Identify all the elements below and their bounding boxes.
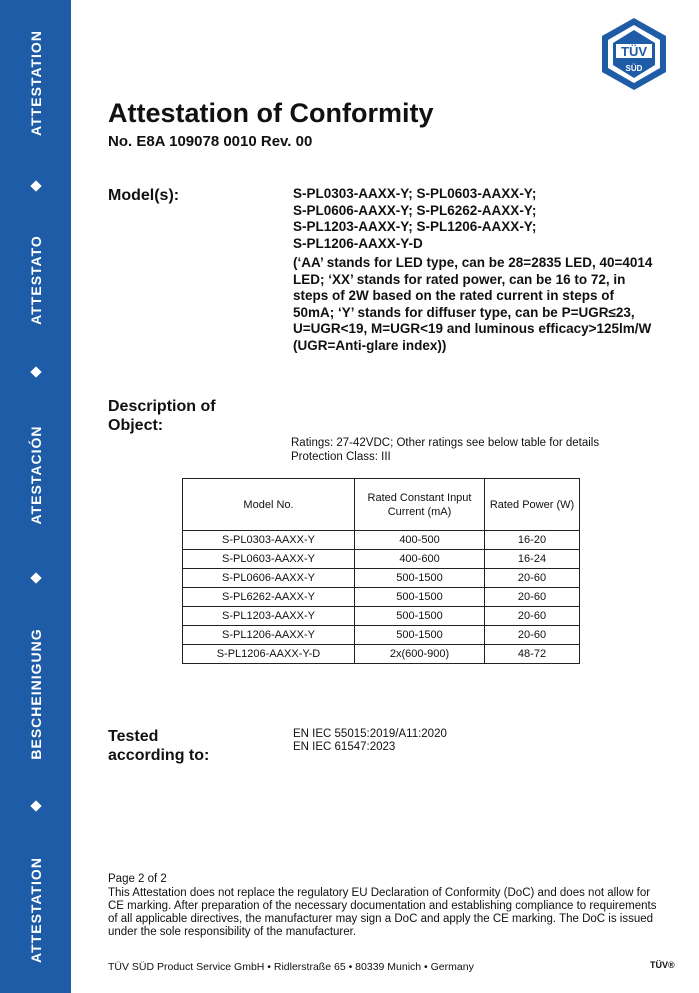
table-cell: S-PL1203-AAXX-Y: [183, 607, 355, 626]
sidebar: [0, 0, 71, 993]
page-title: Attestation of Conformity: [108, 98, 434, 128]
table-header-row: [183, 479, 580, 531]
sidebar-word: BESCHEINIGUNG: [27, 628, 44, 760]
certificate-number: No. E8A 109078 0010 Rev. 00: [108, 133, 313, 150]
ratings-table: [182, 478, 580, 664]
table-cell: 16-20: [485, 531, 580, 550]
column-header: Model No.: [183, 479, 355, 531]
table-cell: 48-72: [485, 645, 580, 664]
table-cell: 20-60: [485, 607, 580, 626]
logo-bottom-text: SÜD: [625, 64, 643, 73]
column-header: Rated Constant Input Current (mA): [355, 479, 485, 531]
table-row: [183, 626, 580, 645]
table-cell: S-PL0606-AAXX-Y: [183, 569, 355, 588]
tested-label: [108, 727, 209, 765]
table-cell: 400-500: [355, 531, 485, 550]
table-row: [183, 588, 580, 607]
tested-label-line1: Tested: [108, 728, 159, 745]
table-cell: 20-60: [485, 588, 580, 607]
model-line: S-PL0606-AAXX-Y; S-PL6262-AAXX-Y;: [293, 202, 537, 218]
table-row: [183, 550, 580, 569]
table-cell: 2x(600-900): [355, 645, 485, 664]
table-cell: 500-1500: [355, 569, 485, 588]
diamond-icon: [30, 800, 41, 811]
column-header: Rated Power (W): [485, 479, 580, 531]
diamond-icon: [30, 180, 41, 191]
table-row: [183, 607, 580, 626]
logo-top-text: TÜV: [621, 44, 647, 59]
sidebar-word: ATESTACIÓN: [27, 425, 44, 525]
model-line: S-PL1203-AAXX-Y; S-PL1206-AAXX-Y;: [293, 219, 537, 234]
sidebar-word: ATTESTATO: [27, 235, 44, 325]
table-cell: S-PL6262-AAXX-Y: [183, 588, 355, 607]
table-row: [183, 645, 580, 664]
standard-item: EN IEC 61547:2023: [293, 741, 396, 753]
disclaimer-text: This Attestation does not replace the regulatory EU Declaration of Conformity (DoC) and does not allow for CE marking. After preparation of the necessary documentation and establishing compliance to requirements of all applicable directives, the manufacturer may sign a DoC and apply the CE marking. The DoC is issued under the sole responsibility of the manufacturer.: [108, 887, 657, 938]
model-line: S-PL1206-AAXX-Y-D: [293, 235, 423, 251]
description-label-line1: Description of: [108, 398, 216, 415]
table-row: [183, 569, 580, 588]
company-address: TÜV SÜD Product Service GmbH • Ridlerstraße 65 • 80339 Munich • Germany: [108, 961, 474, 973]
table-cell: 20-60: [485, 626, 580, 645]
ratings-text: Ratings: 27-42VDC; Other ratings see below table for details: [291, 437, 600, 449]
page-number: Page 2 of 2: [108, 873, 167, 885]
sidebar-word: ATTESTATION: [27, 857, 44, 963]
ratings-block: [291, 436, 599, 464]
table-cell: 16-24: [485, 550, 580, 569]
table-cell: 20-60: [485, 569, 580, 588]
table-cell: 400-600: [355, 550, 485, 569]
table-cell: S-PL0303-AAXX-Y: [183, 531, 355, 550]
tuv-sud-logo: [596, 16, 672, 92]
description-label-line2: Object:: [108, 417, 164, 434]
diamond-icon: [30, 366, 41, 377]
table-cell: 500-1500: [355, 588, 485, 607]
standard-item: EN IEC 55015:2019/A11:2020: [293, 728, 447, 740]
model-type-note: (‘AA’ stands for LED type, can be 28=2835 LED, 40=4014 LED; ‘XX’ stands for rated power, can be 16 to 72, in steps of 2W based on the rated current in steps of 50mA; ‘Y’ stands for diffuser type, can be P=UGR≤23, U=UGR<19, M=UGR<19 and luminous efficacy>125lm/W (UGR=Anti-glare index)): [293, 255, 653, 353]
tested-label-line2: according to:: [108, 747, 210, 764]
sidebar-word: ATTESTATION: [27, 30, 44, 136]
protection-class: Protection Class: III: [291, 451, 391, 463]
tuv-small-logo: TÜV®: [650, 960, 675, 970]
models-list: [293, 186, 653, 354]
table-row: [183, 531, 580, 550]
diamond-icon: [30, 572, 41, 583]
table-cell: S-PL1206-AAXX-Y-D: [183, 645, 355, 664]
table-cell: 500-1500: [355, 607, 485, 626]
description-label: [108, 397, 216, 435]
models-label: Model(s):: [108, 187, 180, 204]
table-cell: S-PL0603-AAXX-Y: [183, 550, 355, 569]
model-line: S-PL0303-AAXX-Y; S-PL0603-AAXX-Y;: [293, 186, 537, 201]
table-cell: 500-1500: [355, 626, 485, 645]
table-cell: S-PL1206-AAXX-Y: [183, 626, 355, 645]
footer-note: [108, 873, 668, 939]
standards-list: [293, 728, 447, 754]
